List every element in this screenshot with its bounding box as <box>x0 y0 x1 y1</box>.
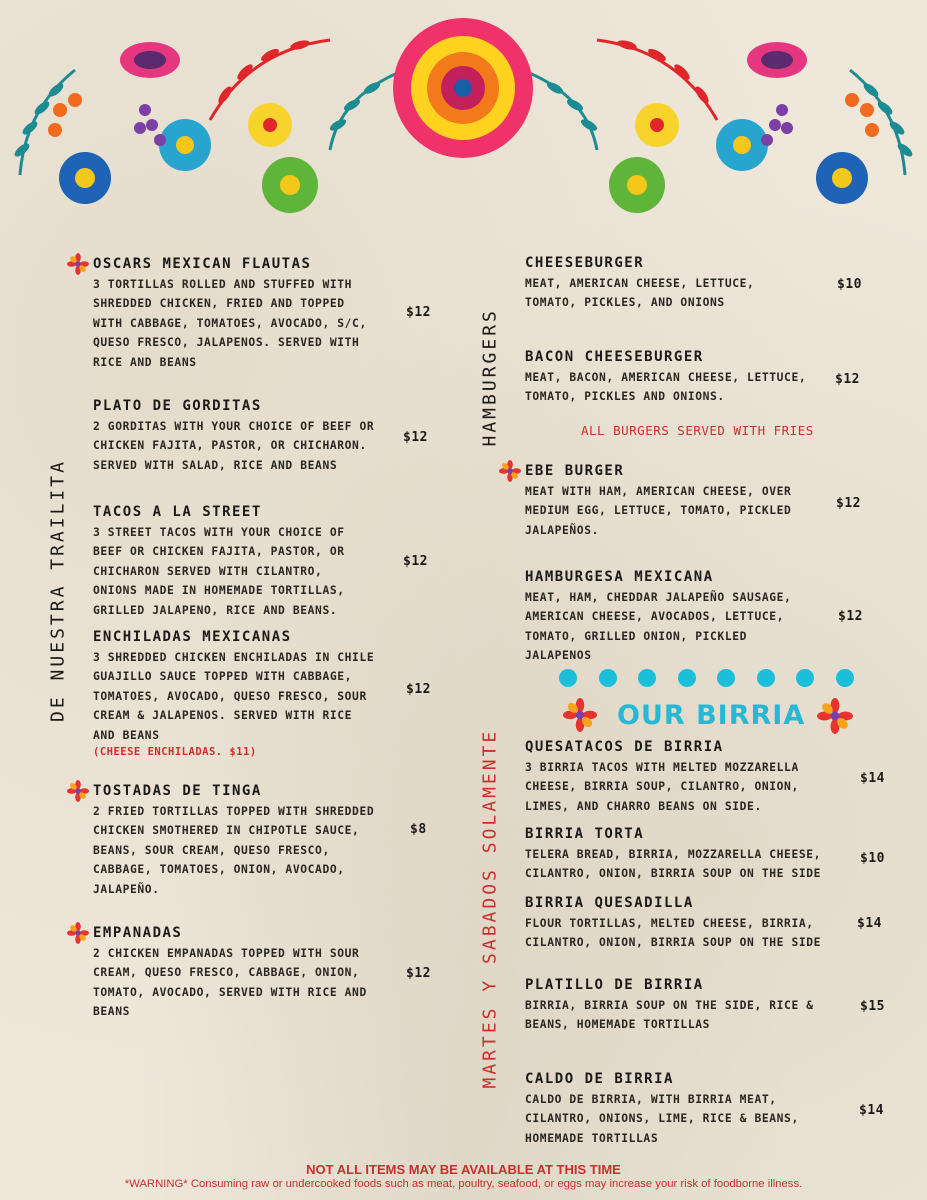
description-line: BEANS <box>93 1005 131 1019</box>
description-line: MEAT, AMERICAN CHEESE, LETTUCE, <box>525 277 755 290</box>
menu-item-price: $12 <box>835 372 860 387</box>
menu-item <box>93 397 393 475</box>
description-line: CABBAGE, TOMATOES, ONION, AVOCADO, <box>93 863 345 877</box>
description-line: BEANS, SOUR CREAM, QUESO FRESCO, <box>93 843 330 857</box>
description-line: 3 STREET TACOS WITH YOUR CHOICE OF <box>93 526 345 539</box>
menu-item-name: BIRRIA QUESADILLA <box>525 895 694 911</box>
decorative-dot <box>678 669 696 687</box>
menu-item-description <box>93 275 393 372</box>
section-label-birria-days: MARTES Y SABADOS SOLAMENTE <box>479 728 501 1089</box>
menu-item-name: CHEESEBURGER <box>525 255 645 271</box>
description-line: AND BEANS <box>93 728 160 742</box>
description-line: 2 CHICKEN EMPANADAS TOPPED WITH SOUR <box>93 947 360 960</box>
menu-item-name: CALDO DE BIRRIA <box>525 1071 674 1087</box>
description-line: CILANTRO, ONIONS, LIME, RICE & BEANS, <box>525 1112 799 1126</box>
description-line: MEAT WITH HAM, AMERICAN CHEESE, OVER <box>525 485 792 498</box>
menu-item-description <box>93 648 393 745</box>
description-line: 3 BIRRIA TACOS WITH MELTED MOZZARELLA <box>525 761 799 774</box>
description-line: 3 SHREDDED CHICKEN ENCHILADAS IN CHILE <box>93 651 375 664</box>
flower-icon <box>67 780 89 802</box>
menu-item-description <box>525 274 835 313</box>
decorative-dot <box>757 669 775 687</box>
description-line: TOMATO, PICKLES AND ONIONS. <box>525 390 725 404</box>
flower-icon <box>67 253 89 275</box>
menu-item-name: BACON CHEESEBURGER <box>525 349 704 365</box>
menu-item <box>525 738 855 816</box>
menu-item-name: ENCHILADAS MEXICANAS <box>93 629 292 645</box>
menu-item <box>525 894 855 953</box>
menu-item-price: $12 <box>838 609 863 624</box>
description-line: CREAM & JALAPENOS. SERVED WITH RICE <box>93 709 353 723</box>
description-line: JALAPENOS <box>525 649 592 663</box>
menu-item-price: $12 <box>406 305 431 320</box>
description-line: CHICKEN FAJITA, PASTOR, OR CHICHARON. <box>93 439 367 453</box>
menu-item-name: QUESATACOS DE BIRRIA <box>525 739 724 755</box>
menu-item <box>93 782 393 899</box>
flower-icon <box>817 698 853 734</box>
menu-item-price: $14 <box>857 916 882 931</box>
menu-item-price: $12 <box>836 496 861 511</box>
description-line: BEEF OR CHICKEN FAJITA, PASTOR, OR <box>93 545 345 559</box>
menu-item-description <box>525 1090 855 1148</box>
description-line: RICE AND BEANS <box>93 355 197 369</box>
description-line: AMERICAN CHEESE, AVOCADOS, LETTUCE, <box>525 610 785 624</box>
flower-icon <box>563 698 597 732</box>
menu-item-price: $14 <box>859 1103 884 1118</box>
birria-section-title: OUR BIRRIA <box>617 700 806 731</box>
menu-item-name: PLATILLO DE BIRRIA <box>525 977 704 993</box>
decorative-dot <box>717 669 735 687</box>
menu-item-description <box>525 368 835 407</box>
menu-item <box>93 503 393 620</box>
menu-item <box>525 348 835 407</box>
menu-item-name: OSCARS MEXICAN FLAUTAS <box>93 256 312 272</box>
menu-item-price: $14 <box>860 771 885 786</box>
menu-item-price: $12 <box>403 554 428 569</box>
description-line: CHICKEN SMOTHERED IN CHIPOTLE SAUCE, <box>93 824 360 838</box>
menu-item <box>93 628 393 759</box>
flower-icon <box>67 922 89 944</box>
menu-item-description <box>525 914 855 953</box>
menu-item-description <box>93 523 393 620</box>
menu-item-name: TACOS A LA STREET <box>93 504 262 520</box>
description-line: 2 FRIED TORTILLAS TOPPED WITH SHREDDED <box>93 805 375 818</box>
menu-item-price: $8 <box>410 822 427 837</box>
description-line: SHREDDED CHICKEN, FRIED AND TOPPED <box>93 297 345 311</box>
menu-item-price: $12 <box>406 966 431 981</box>
burger-fries-note: ALL BURGERS SERVED WITH FRIES <box>581 423 814 438</box>
menu-item-price: $12 <box>406 682 431 697</box>
menu-item-name: EBE BURGER <box>525 463 625 479</box>
description-line: QUESO FRESCO, JALAPENOS. SERVED WITH <box>93 336 360 350</box>
menu-item-name: TOSTADAS DE TINGA <box>93 783 262 799</box>
menu-item <box>525 462 835 540</box>
description-line: CILANTRO, ONION, BIRRIA SOUP ON THE SIDE <box>525 936 822 950</box>
floral-banner <box>0 0 927 225</box>
section-label-trailita: DE NUESTRA TRAILITA <box>47 459 69 722</box>
description-line: TOMATO, AVOCADO, SERVED WITH RICE AND <box>93 985 367 999</box>
menu-item-name: EMPANADAS <box>93 925 183 941</box>
description-line: JALAPEÑO. <box>93 882 160 896</box>
description-line: CILANTRO, ONION, BIRRIA SOUP ON THE SIDE <box>525 867 822 881</box>
description-line: CHICHARON SERVED WITH CILANTRO, <box>93 564 323 578</box>
menu-item-name: PLATO DE GORDITAS <box>93 398 262 414</box>
menu-item <box>525 825 855 884</box>
menu-item-description <box>93 417 393 475</box>
menu-item-price: $15 <box>860 999 885 1014</box>
menu-item-price: $10 <box>837 277 862 292</box>
decorative-dot <box>559 669 577 687</box>
description-line: TOMATO, PICKLES, AND ONIONS <box>525 296 725 310</box>
description-line: JALAPEÑOS. <box>525 523 600 537</box>
description-line: LIMES, AND CHARRO BEANS ON SIDE. <box>525 799 762 813</box>
decorative-dot <box>796 669 814 687</box>
menu-item <box>525 568 835 666</box>
decorative-dot <box>638 669 656 687</box>
description-line: BIRRIA, BIRRIA SOUP ON THE SIDE, RICE & <box>525 999 814 1012</box>
description-line: TOMATOES, AVOCADO, QUESO FRESCO, SOUR <box>93 689 367 703</box>
description-line: 2 GORDITAS WITH YOUR CHOICE OF BEEF OR <box>93 420 375 433</box>
menu-item-description <box>525 845 855 884</box>
menu-item <box>525 1070 855 1148</box>
description-line: WITH CABBAGE, TOMATOES, AVOCADO, S/C, <box>93 316 367 330</box>
description-line: TELERA BREAD, BIRRIA, MOZZARELLA CHEESE, <box>525 848 822 861</box>
description-line: HOMEMADE TORTILLAS <box>525 1131 659 1145</box>
menu-item-price: $10 <box>860 851 885 866</box>
foodborne-warning: *WARNING* Consuming raw or undercooked foods such as meat, poultry, seafood, or eggs may increase your risk of foodborne illness. <box>124 1178 803 1190</box>
description-line: BEANS, HOMEMADE TORTILLAS <box>525 1018 711 1032</box>
description-line: MEAT, HAM, CHEDDAR JALAPEÑO SAUSAGE, <box>525 591 792 604</box>
menu-item-note: (CHEESE ENCHILADAS. $11) <box>93 746 257 759</box>
description-line: FLOUR TORTILLAS, MELTED CHEESE, BIRRIA, <box>525 917 814 930</box>
decorative-dot <box>836 669 854 687</box>
description-line: GRILLED JALAPENO, RICE AND BEANS. <box>93 603 338 617</box>
description-line: SERVED WITH SALAD, RICE AND BEANS <box>93 458 338 472</box>
description-line: 3 TORTILLAS ROLLED AND STUFFED WITH <box>93 278 353 291</box>
menu-item-description <box>525 758 855 816</box>
section-label-hamburgers: HAMBURGERS <box>479 308 501 447</box>
menu-item <box>525 254 835 313</box>
menu-item-description <box>93 802 393 899</box>
menu-item-description <box>525 482 835 540</box>
menu-item-description <box>525 996 855 1035</box>
menu-item-name: BIRRIA TORTA <box>525 826 645 842</box>
menu-item-description <box>525 588 835 666</box>
menu-item-name: HAMBURGESA MEXICANA <box>525 569 714 585</box>
menu-item <box>93 924 393 1022</box>
menu-item <box>93 255 393 372</box>
description-line: CREAM, QUESO FRESCO, CABBAGE, ONION, <box>93 966 360 980</box>
description-line: MEAT, BACON, AMERICAN CHEESE, LETTUCE, <box>525 371 807 384</box>
description-line: TOMATO, GRILLED ONION, PICKLED <box>525 629 748 643</box>
description-line: CHEESE, BIRRIA SOUP, CILANTRO, ONION, <box>525 780 799 794</box>
description-line: CALDO DE BIRRIA, WITH BIRRIA MEAT, <box>525 1093 777 1106</box>
decorative-dot <box>599 669 617 687</box>
availability-notice: NOT ALL ITEMS MAY BE AVAILABLE AT THIS TIME <box>306 1162 621 1177</box>
menu-item-description <box>93 944 393 1022</box>
description-line: ONIONS MADE IN HOMEMADE TORTILLAS, <box>93 584 345 598</box>
description-line: MEDIUM EGG, LETTUCE, TOMATO, PICKLED <box>525 504 792 518</box>
menu-item-price: $12 <box>403 430 428 445</box>
menu-item <box>525 976 855 1035</box>
description-line: GUAJILLO SAUCE TOPPED WITH CABBAGE, <box>93 670 353 684</box>
flower-icon <box>499 460 521 482</box>
